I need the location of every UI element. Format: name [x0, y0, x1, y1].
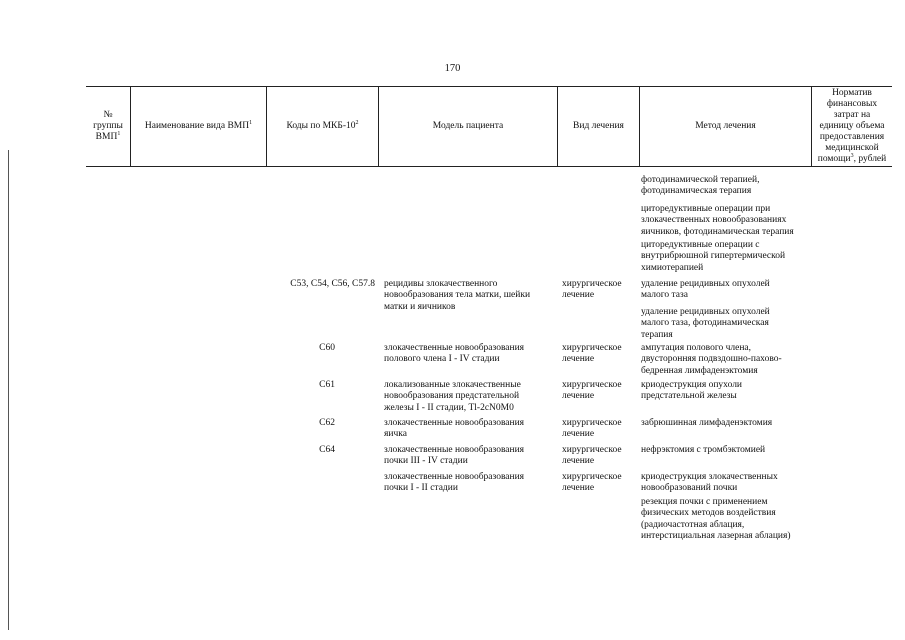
header-norm [812, 87, 892, 166]
margin-line [8, 150, 9, 630]
treatment-cell [562, 445, 622, 468]
header-norm-line: Норматив [832, 88, 872, 98]
method-line: циторедуктивные операции с [641, 240, 760, 250]
header-group-line3: ВМП [95, 132, 118, 142]
model-line: железы I - II стадии, Tl-2cN0M0 [384, 402, 514, 413]
model-line: матки и яичников [384, 301, 456, 312]
header-norm-line: единицу объема [819, 121, 885, 131]
header-method-text: Метод лечения [695, 121, 756, 131]
method-line: терапия [641, 329, 673, 340]
table-header [86, 86, 892, 167]
model-cell [384, 380, 521, 414]
header-codes [267, 87, 378, 166]
model-line: злокачественные новообразования [384, 343, 525, 353]
header-norm-line: медицинской [825, 143, 879, 153]
page-number: 170 [444, 63, 461, 74]
header-name [131, 87, 266, 166]
method-line: двусторонняя подвздошно-пахово- [641, 354, 782, 365]
header-method [640, 87, 811, 166]
header-model [379, 87, 557, 166]
header-norm-line: предоставления [819, 132, 885, 142]
method-line: бедренная лимфаденэктомия [641, 365, 758, 376]
treatment-line: лечение [562, 483, 595, 494]
treatment-cell [562, 343, 622, 366]
header-group [86, 87, 130, 166]
method-cell [641, 445, 765, 456]
header-group-sup: 1 [117, 130, 121, 137]
method-cell [641, 175, 759, 198]
method-line: новообразований почки [641, 483, 738, 494]
treatment-line: лечение [562, 354, 595, 365]
method-cell [641, 418, 772, 429]
method-line: яичников, фотодинамическая терапия [641, 226, 794, 237]
method-line: удаление рецидивных опухолей [641, 307, 770, 317]
model-cell [384, 343, 524, 366]
treatment-cell [562, 418, 622, 441]
treatment-line: лечение [562, 290, 595, 301]
method-line: внутрибрюшной гипертермической [641, 251, 786, 262]
header-group-line2: группы [93, 121, 123, 131]
header-treatment-text: Вид лечения [573, 121, 624, 131]
header-norm-line: помощи [817, 154, 851, 164]
method-cell [641, 240, 785, 274]
treatment-line: хирургическое [562, 472, 622, 482]
model-line: полового члена I - IV стадии [384, 354, 500, 365]
method-line: нефрэктомия с тромбэктомией [641, 445, 766, 455]
method-line: ампутация полового члена, [641, 343, 752, 353]
header-model-text: Модель пациента [432, 121, 504, 131]
method-cell [641, 497, 791, 543]
model-line: новообразования предстательной [384, 391, 520, 402]
method-line: фотодинамическая терапия [641, 186, 752, 197]
model-cell [384, 279, 530, 313]
method-line: удаление рецидивных опухолей [641, 279, 770, 289]
model-line: локализованные злокачественные [384, 380, 521, 390]
treatment-line: лечение [562, 391, 595, 402]
treatment-line: хирургическое [562, 343, 622, 353]
treatment-cell [562, 472, 622, 495]
header-name-sup: 1 [249, 119, 253, 126]
method-cell [641, 204, 794, 238]
treatment-cell [562, 279, 622, 302]
method-line: физических методов воздействия [641, 508, 776, 519]
code-cell: C60 [319, 343, 335, 353]
method-line: фотодинамической терапией, [641, 175, 760, 185]
method-line: забрюшинная лимфаденэктомия [641, 418, 773, 428]
code-cell: C61 [319, 380, 335, 390]
treatment-line: хирургическое [562, 418, 622, 428]
header-norm-line: финансовых [826, 99, 878, 109]
model-line: яичка [384, 429, 407, 440]
method-line: криодеструкция злокачественных [641, 472, 778, 482]
method-line: (радиочастотная аблация, [641, 519, 745, 530]
treatment-line: лечение [562, 429, 595, 440]
method-line: интерстициальная лазерная аблация) [641, 531, 791, 542]
model-cell [384, 472, 524, 495]
method-cell [641, 279, 770, 302]
method-cell [641, 472, 778, 495]
model-line: почки III - IV стадии [384, 456, 468, 467]
model-line: рецидивы злокачественного [384, 279, 498, 289]
model-line: злокачественные новообразования [384, 472, 525, 482]
model-line: злокачественные новообразования [384, 418, 525, 428]
code-cell: C53, C54, C56, C57.8 [290, 279, 375, 289]
method-cell [641, 307, 770, 341]
method-line: предстательной железы [641, 391, 737, 402]
treatment-cell [562, 380, 622, 403]
method-line: циторедуктивные операции при [641, 204, 771, 214]
treatment-line: хирургическое [562, 380, 622, 390]
model-line: почки I - II стадии [384, 483, 458, 494]
method-line: злокачественных новообразованиях [641, 215, 787, 226]
model-cell [384, 418, 524, 441]
header-codes-sup: 2 [355, 119, 359, 126]
model-line: новообразования тела матки, шейки [384, 290, 531, 301]
header-name-text: Наименование вида ВМП [144, 121, 250, 131]
code-cell: C64 [319, 445, 335, 455]
header-treatment [558, 87, 639, 166]
header-group-line1: № [103, 110, 113, 120]
method-cell [641, 343, 782, 377]
model-line: злокачественные новообразования [384, 445, 525, 455]
treatment-line: лечение [562, 456, 595, 467]
model-cell [384, 445, 524, 468]
treatment-line: хирургическое [562, 445, 622, 455]
method-line: химиотерапией [641, 262, 704, 273]
header-norm-line: , рублей [853, 154, 887, 164]
treatment-line: хирургическое [562, 279, 622, 289]
header-norm-sup: 3 [850, 152, 854, 159]
method-line: криодеструкция опухоли [641, 380, 743, 390]
header-norm-line: затрат на [833, 110, 871, 120]
method-line: малого таза [641, 290, 688, 301]
code-cell: C62 [319, 418, 335, 428]
method-cell [641, 380, 742, 403]
method-line: малого таза, фотодинамическая [641, 318, 769, 329]
method-line: резекция почки с применением [641, 497, 768, 507]
header-codes-text: Коды по МКБ-10 [286, 121, 356, 131]
